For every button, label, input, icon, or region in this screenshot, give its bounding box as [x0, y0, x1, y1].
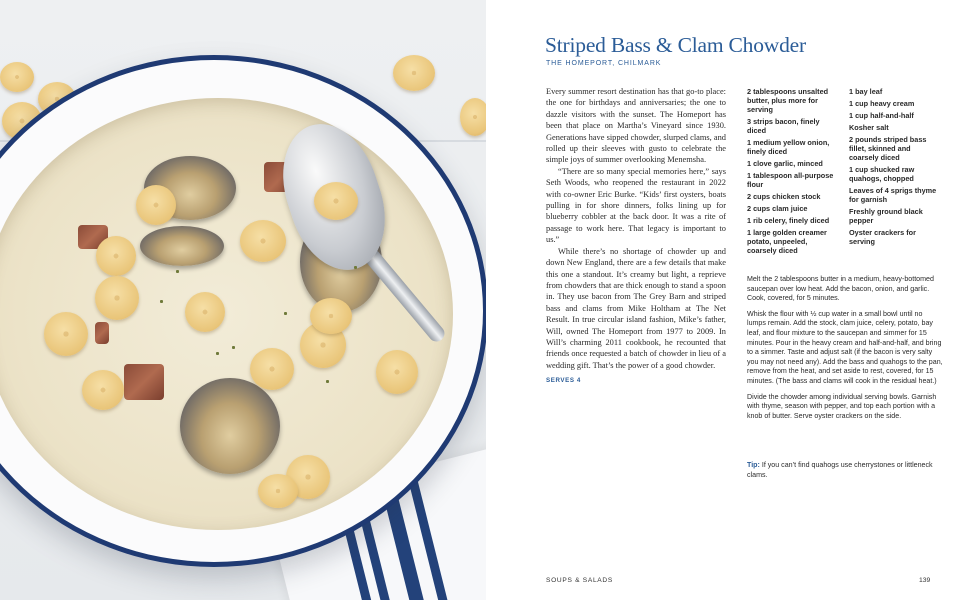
recipe-method: [747, 275, 943, 427]
ingredient-item: 1 medium yellow onion, finely diced: [747, 137, 830, 156]
intro-paragraph: “There are so many special memories here,” says Seth Woods, who reopened the restaurant in 2022 with co-owner Eric Burke. “Kids’ first oysters, boats pulling in for shore dinners, folks lining up for blueberry cobbler at the back door. It was a rite of passage to work here. That legacy is important to us.”: [546, 166, 726, 245]
ingredient-item: Leaves of 4 sprigs thyme for garnish: [849, 186, 937, 205]
thyme-leaf: [232, 346, 235, 349]
oyster-cracker: [376, 350, 418, 394]
recipe-page: [486, 0, 970, 600]
ingredient-item: 2 cups chicken stock: [747, 192, 821, 201]
ingredient-item: 1 cup shucked raw quahogs, chopped: [849, 165, 915, 184]
intro-paragraph: While there’s no shortage of chowder up and down New England, there are a few details that make this one a standout. It’s creamy but light, a reprieve from chowders that are thick enough to stand a spoon in. They use bacon from The Grey Barn and striped bass and clams from Mike Holtham at The Net Result. In true circular island fashion, Mike’s father, Will, owned The Homeport from 1977 to 2009. In Will’s charming 2011 cookbook, he recounted that friends once requested a batch of chowder in lieu of a wedding gift. That’s the power of a good chowder.: [546, 246, 726, 370]
ingredients-column-2: [849, 88, 941, 250]
ingredient-item: Freshly ground black pepper: [849, 207, 923, 226]
clam-shell: [140, 226, 224, 266]
footer-section-name: SOUPS & SALADS: [546, 577, 613, 584]
recipe-tip: [747, 461, 943, 480]
oyster-cracker: [310, 298, 352, 334]
oyster-cracker: [0, 62, 34, 92]
thyme-leaf: [284, 312, 287, 315]
page-number: 139: [919, 577, 931, 584]
ingredient-item: Oyster crackers for serving: [849, 228, 916, 247]
oyster-cracker: [82, 370, 124, 410]
intro-paragraph: Every summer resort destination has that go-to place: the one for birthdays and anniversaries; the one to dazzle visitors with the sunset. The Homeport has been that place on Martha’s Vineyard since 1930. Generations have sipped chowder, slurped clams, and rolled up their sleeves with gusto to celebrate the simple joys of summer overlooking Menemsha.: [546, 87, 726, 165]
ingredient-item: 1 cup heavy cream: [849, 99, 915, 109]
ingredient-item: Kosher salt: [849, 123, 889, 133]
oyster-cracker: [136, 185, 176, 225]
tip-text: If you can’t find quahogs use cherrystones or littleneck clams.: [747, 461, 933, 479]
oyster-cracker: [460, 98, 486, 136]
serves-label: SERVES 4: [546, 377, 581, 384]
thyme-leaf: [354, 266, 357, 269]
ingredient-item: 2 pounds striped bass fillet, skinned and coarsely diced: [849, 135, 927, 163]
method-step: Divide the chowder among individual serving bowls. Garnish with thyme, season with pepper, and top each portion with a knob of butter. Serve oyster crackers on the side.: [747, 392, 937, 420]
ingredient-item: 2 tablespoons unsalted butter, plus more for serving: [747, 87, 829, 114]
recipe-title: Striped Bass & Clam Chowder: [545, 33, 806, 57]
oyster-cracker: [258, 474, 298, 508]
ingredient-item: 3 strips bacon, finely diced: [747, 116, 820, 135]
ingredient-item: 1 rib celery, finely diced: [747, 216, 830, 226]
tip-label: Tip:: [747, 461, 760, 469]
oyster-cracker: [314, 182, 358, 220]
thyme-leaf: [160, 300, 163, 303]
oyster-cracker: [95, 276, 139, 320]
bacon-piece: [124, 364, 164, 400]
thyme-leaf: [326, 380, 329, 383]
oyster-cracker: [185, 292, 225, 332]
ingredient-item: 1 tablespoon all-purpose flour: [747, 171, 834, 189]
ingredient-item: 1 bay leaf: [849, 87, 883, 96]
oyster-cracker: [240, 220, 286, 262]
recipe-source: THE HOMEPORT, CHILMARK: [546, 60, 662, 67]
recipe-intro: [546, 86, 726, 371]
ingredients-column-1: [747, 88, 839, 259]
oyster-cracker: [393, 55, 435, 91]
method-step: Melt the 2 tablespoons butter in a medium, heavy-bottomed saucepan over low heat. Add the bacon, onion, and garlic. Cook, covered, for 5 minutes.: [747, 275, 934, 303]
ingredient-item: 2 cups clam juice: [747, 204, 808, 214]
clam-shell: [180, 378, 280, 474]
ingredient-item: 1 large golden creamer potato, unpeeled, coarsely diced: [747, 228, 827, 256]
bacon-piece: [95, 322, 109, 344]
oyster-cracker: [44, 312, 88, 356]
oyster-cracker: [96, 236, 136, 276]
method-step: Whisk the flour with ½ cup water in a small bowl until no lumps remain. Add the stock, clam juice, celery, potato, bay leaf, and flour mixture to the saucepan and simmer for 15 minutes. Pour in the heavy cream and half-and-half, and bring to a simmer. Taste and adjust salt (if the bacon is very salty you may not need any). Add the bass and quahogs to the pan, remove from the heat, and set aside to rest, covered, for 15 minutes. (The bass and clams will cook in the residual heat.): [747, 309, 943, 385]
oyster-cracker: [250, 348, 294, 390]
ingredient-item: 1 clove garlic, minced: [747, 158, 823, 168]
thyme-leaf: [176, 270, 179, 273]
thyme-leaf: [216, 352, 219, 355]
ingredient-item: 1 cup half-and-half: [849, 111, 914, 121]
